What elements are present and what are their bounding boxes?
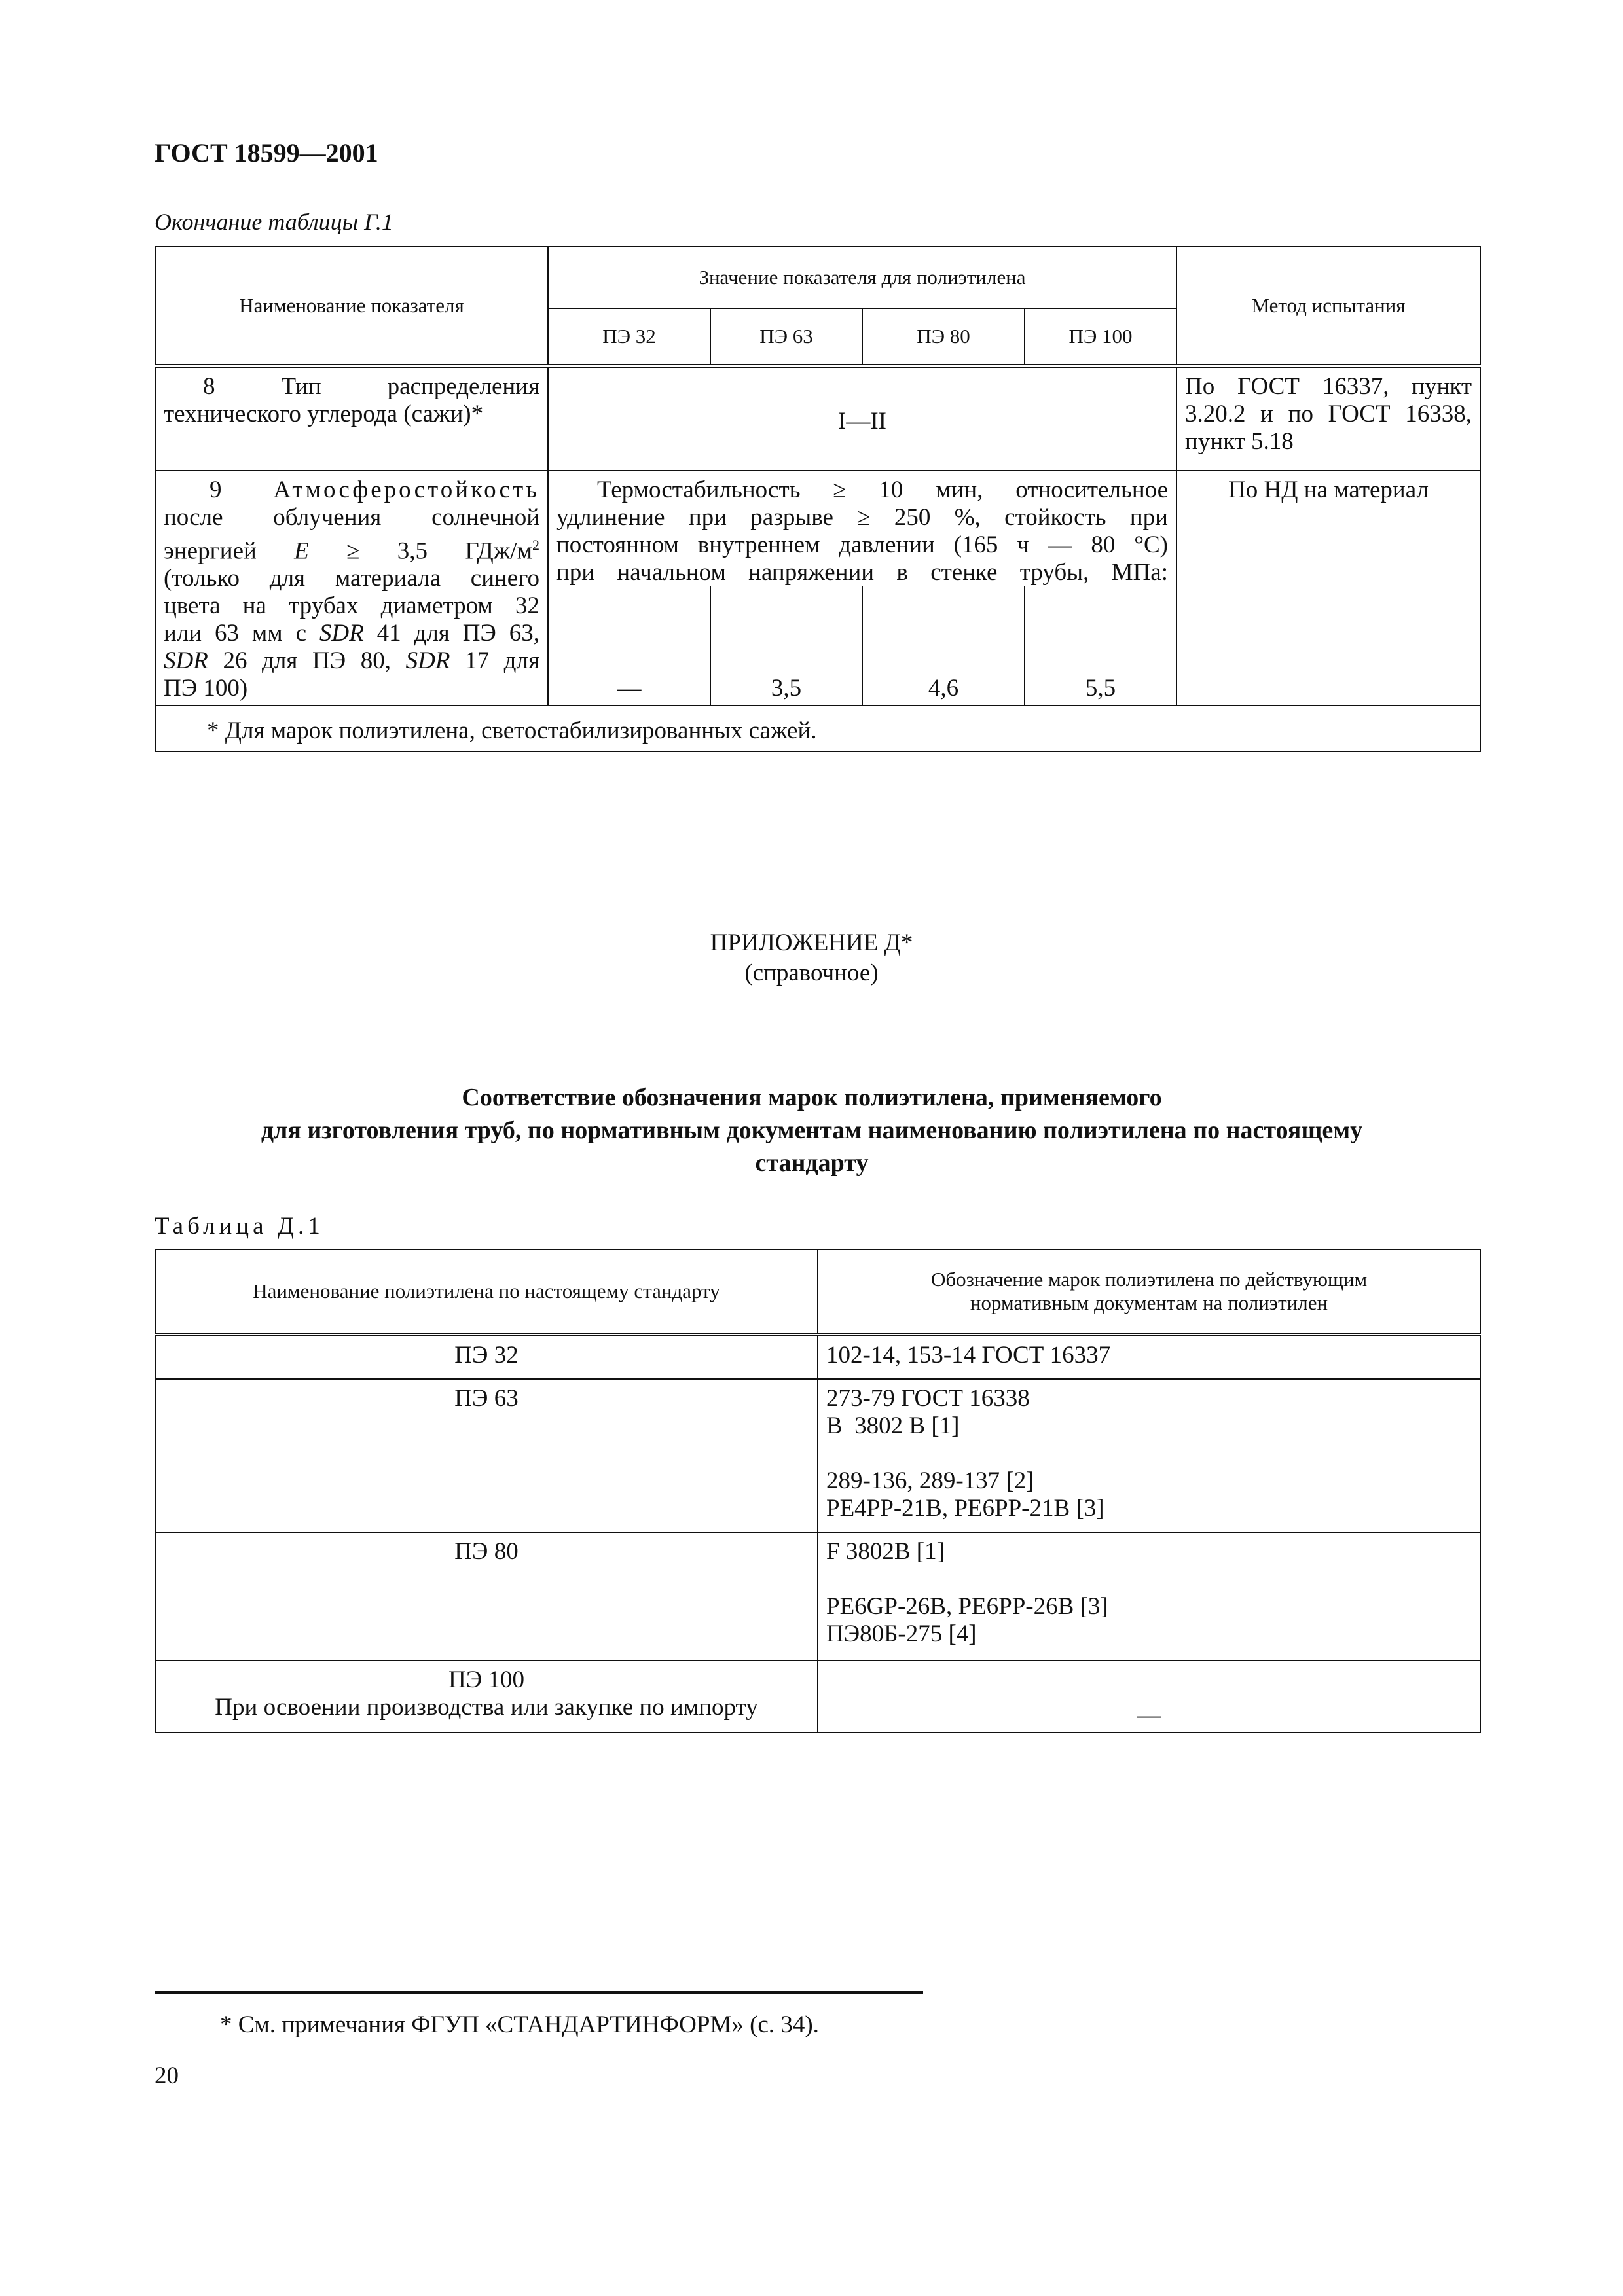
header-standard-name: Наименование полиэтилена по настоящему стандарту: [155, 1249, 818, 1335]
table-continuation-caption: Окончание таблицы Г.1: [155, 209, 393, 235]
document-header: ГОСТ 18599—2001: [155, 138, 378, 168]
mark-line: 102-14, 153-14 ГОСТ 16337: [826, 1342, 1111, 1369]
header-line: нормативным документам на полиэтилен: [970, 1291, 1328, 1314]
row-name: ПЭ 63: [155, 1379, 818, 1532]
header-indicator-name: Наименование показателя: [155, 247, 548, 366]
mark-line: PE4PP-21B, PE6PP-21B [3]: [826, 1495, 1104, 1522]
header-pe80: ПЭ 80: [862, 308, 1025, 366]
header-pe63: ПЭ 63: [710, 308, 862, 366]
row9-pe32: —: [548, 586, 710, 706]
appendix-heading: [170, 1081, 1453, 1179]
row9-pe63: 3,5: [710, 586, 862, 706]
row8-method: По ГОСТ 16337, пункт 3.20.2 и по ГОСТ 16338, пункт 5.18: [1176, 366, 1480, 471]
row-name: ПЭ 80: [155, 1532, 818, 1660]
row9-method: По НД на материал: [1176, 471, 1480, 706]
row9-name-line: 9 Атмосферостойкость: [210, 476, 539, 503]
properties-table: [155, 246, 1481, 752]
header-pe32: ПЭ 32: [548, 308, 710, 366]
header-pe100: ПЭ 100: [1025, 308, 1176, 366]
heading-line: для изготовления труб, по нормативным документам наименованию полиэтилена по настоящему: [261, 1117, 1363, 1144]
footnote-divider: [155, 1991, 923, 1994]
mark-line: 273-79 ГОСТ 16338: [826, 1385, 1030, 1412]
row9-name-line: после облучения солнечной: [164, 504, 539, 531]
row9-name-line: цвета на трубах диаметром 32: [164, 592, 539, 620]
page-footnote: * См. примечания ФГУП «СТАНДАРТИНФОРМ» (с. 34).: [220, 2011, 819, 2038]
row9-name-line: ПЭ 100): [164, 675, 248, 702]
row-name: ПЭ 32: [155, 1335, 818, 1379]
mark-gap: [826, 1566, 1472, 1593]
row-name: [155, 1660, 818, 1732]
row9-condition-line: при начальном напряжении в стенке трубы, МПа:: [556, 559, 1168, 586]
row9-pe80: 4,6: [862, 586, 1025, 706]
row8-name: 8 Тип распределения технического углерода (сажи)*: [155, 366, 548, 471]
table-footnote: * Для марок полиэтилена, светостабилизированных сажей.: [155, 706, 1480, 751]
row9-condition-line: Термостабильность ≥ 10 мин, относительное: [597, 476, 1168, 503]
row9-pe100: 5,5: [1025, 586, 1176, 706]
row9-name-line: (только для материала синего: [164, 565, 539, 592]
table-d1-caption: Таблица Д.1: [155, 1213, 324, 1240]
heading-line: Соответствие обозначения марок полиэтилена, применяемого: [462, 1084, 1162, 1111]
header-test-method: Метод испытания: [1176, 247, 1480, 366]
header-line: Обозначение марок полиэтилена по действующим: [930, 1268, 1368, 1291]
row-marks: [818, 1379, 1480, 1532]
row9-condition-line: удлинение при разрыве ≥ 250 %, стойкость при: [556, 504, 1168, 531]
mark-line: —: [1137, 1702, 1161, 1729]
row-marks: [818, 1335, 1480, 1379]
mark-line: PE6GP-26B, PE6PP-26B [3]: [826, 1593, 1108, 1620]
mark-gap: [826, 1440, 1472, 1467]
mark-line: В 3802 В [1]: [826, 1412, 960, 1439]
row8-value: I—II: [548, 366, 1176, 471]
row9-condition: [548, 471, 1176, 586]
row-marks: [818, 1660, 1480, 1732]
row-name-main: ПЭ 100: [448, 1666, 524, 1693]
mark-line: F 3802B [1]: [826, 1538, 945, 1565]
row9-name-line: энергией E ≥ 3,5 ГДж/$м^2$: [164, 537, 539, 565]
row9-name: [155, 471, 548, 706]
header-grade-designation: [818, 1249, 1480, 1335]
row-name-note: При освоении производства или закупке по импорту: [215, 1694, 758, 1721]
row9-name-line: SDR 26 для ПЭ 80, SDR 17 для: [164, 647, 539, 675]
row9-condition-line: постоянном внутреннем давлении (165 ч — 80 °C): [556, 531, 1168, 558]
row-marks: [818, 1532, 1480, 1660]
mark-line: 289-136, 289-137 [2]: [826, 1467, 1034, 1494]
polyethylene-grades-table: [155, 1249, 1481, 1733]
appendix-title: ПРИЛОЖЕНИЕ Д*: [710, 929, 913, 956]
appendix-subtitle: (справочное): [744, 960, 879, 986]
header-value-group: Значение показателя для полиэтилена: [548, 247, 1176, 308]
appendix-label: [0, 928, 1623, 988]
mark-line: ПЭ80Б-275 [4]: [826, 1621, 977, 1647]
heading-line: стандарту: [755, 1149, 869, 1177]
page-number: 20: [155, 2062, 179, 2089]
row9-name-line: или 63 мм с SDR 41 для ПЭ 63,: [164, 620, 539, 647]
